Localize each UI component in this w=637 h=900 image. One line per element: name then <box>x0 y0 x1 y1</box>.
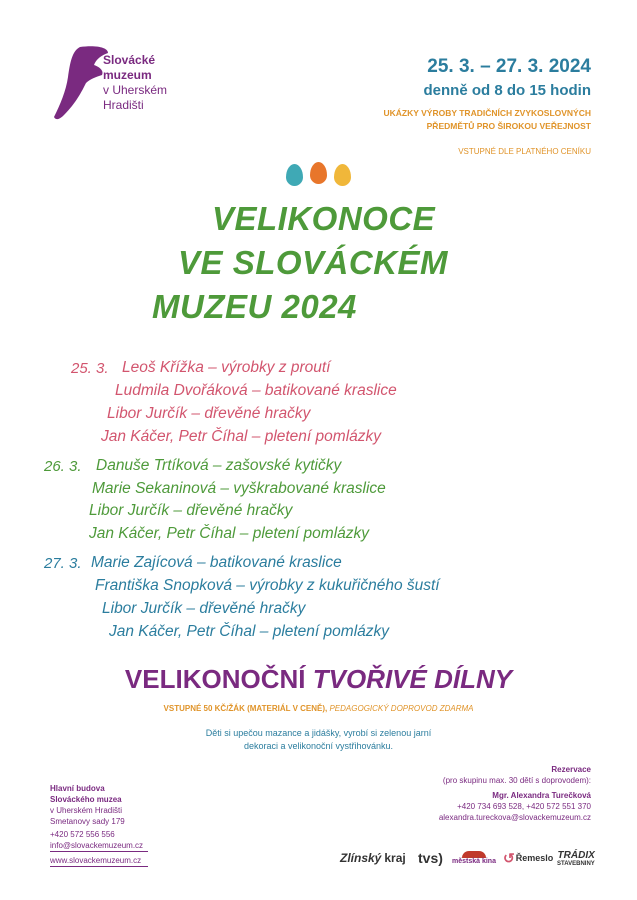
museum-phone: +420 572 556 556 <box>50 830 115 839</box>
address-line3: v Uherském Hradišti <box>50 806 123 815</box>
reservation-email[interactable]: alexandra.tureckova@slovackemuzeum.cz <box>438 813 591 822</box>
sponsor-kino-text: městská kina <box>452 858 496 865</box>
egg-orange-icon <box>310 162 327 184</box>
reservation-phones: +420 734 693 528, +420 572 551 370 <box>457 802 591 811</box>
demo-description-line2: PŘEDMĚTŮ PRO ŠIROKOU VEŘEJNOST <box>426 121 591 131</box>
entry-fee-note: VSTUPNÉ DLE PLATNÉHO CENÍKU <box>458 147 591 156</box>
program-item: Danuše Trtíková – zašovské kytičky <box>96 457 342 474</box>
program-day-1: 25. 3. <box>71 360 109 377</box>
title-line2: VE SLOVÁCKÉM <box>178 244 449 281</box>
egg-teal-icon <box>286 164 303 186</box>
sponsor-remeslo-logo <box>503 846 553 870</box>
sponsor-remeslo-text: Řemeslo <box>515 853 554 863</box>
logo-name-line4: Hradišti <box>103 98 144 112</box>
program-item: Jan Káčer, Petr Číhal – pletení pomlázky <box>109 623 390 640</box>
event-hours: denně od 8 do 15 hodin <box>423 82 591 99</box>
demo-description-line1: UKÁZKY VÝROBY TRADIČNÍCH ZVYKOSLOVNÝCH <box>383 108 591 118</box>
logo-name-line2: muzeum <box>103 68 152 82</box>
workshop-title-plain: VELIKONOČNÍ <box>124 664 313 694</box>
logo-name-line3: v Uherském <box>103 83 168 97</box>
sponsor-zlinsky-kraj-logo <box>340 846 406 870</box>
program-item: Libor Jurčík – dřevěné hračky <box>102 600 306 617</box>
title-line1: VELIKONOCE <box>212 200 436 237</box>
program-item: Marie Zajícová – batikované kraslice <box>91 554 342 571</box>
sponsor-tradix-sub: STAVEBNINY <box>557 860 595 867</box>
address-line4: Smetanovy sady 179 <box>50 817 125 826</box>
workshop-description-line2: dekoraci a velikonoční vystřihovánku. <box>243 741 394 751</box>
reservation-subtitle: (pro skupinu max. 30 dětí s doprovodem): <box>442 776 591 785</box>
workshop-entry-extra: PEDAGOGICKÝ DOPROVOD ZDARMA <box>327 704 474 713</box>
kino-arc-icon <box>462 851 486 858</box>
program-item: Františka Snopková – výrobky z kukuřičného šustí <box>95 577 440 594</box>
egg-yellow-icon <box>334 164 351 186</box>
logo-name-line1: Slovácké <box>103 53 156 67</box>
program-item: Jan Káčer, Petr Číhal – pletení pomlázky <box>101 428 382 445</box>
program-item: Leoš Křížka – výrobky z proutí <box>122 359 331 376</box>
sponsor-tradix-text: TRÁDIX <box>557 849 595 861</box>
sponsor-kraj-text: kraj <box>384 851 406 865</box>
reservation-contact-name: Mgr. Alexandra Turečková <box>492 791 591 800</box>
reservation-title: Rezervace <box>551 765 591 774</box>
museum-website[interactable]: www.slovackemuzeum.cz <box>50 856 142 865</box>
remeslo-swirl-icon: ↺ <box>503 849 515 866</box>
footer-divider <box>50 851 148 852</box>
footer-divider <box>50 866 148 867</box>
program-item: Libor Jurčík – dřevěné hračky <box>107 405 311 422</box>
address-line2: Slováckého muzea <box>50 795 122 804</box>
program-item: Marie Sekaninová – vyškrabované kraslice <box>92 480 386 497</box>
museum-logo-mark <box>50 45 110 123</box>
workshop-entry-price: VSTUPNÉ 50 KČ/ŽÁK (MATERIÁL V CENĚ), <box>163 704 328 713</box>
program-item: Jan Káčer, Petr Číhal – pletení pomlázky <box>89 525 370 542</box>
workshop-title <box>0 664 637 695</box>
program-day-3: 27. 3. <box>44 555 82 572</box>
program-day-2: 26. 3. <box>44 458 82 475</box>
event-dates: 25. 3. – 27. 3. 2024 <box>427 56 591 77</box>
program-item: Ludmila Dvořáková – batikované kraslice <box>115 382 397 399</box>
title-line3: MUZEU 2024 <box>152 288 357 325</box>
workshop-title-italic: TVOŘIVÉ DÍLNY <box>312 664 513 694</box>
sponsor-mestska-kina-logo <box>452 846 496 870</box>
address-line1: Hlavní budova <box>50 784 105 793</box>
program-item: Libor Jurčík – dřevěné hračky <box>89 502 293 519</box>
museum-email[interactable]: info@slovackemuzeum.cz <box>50 841 144 850</box>
sponsor-tradix-logo <box>557 846 595 870</box>
workshop-description-line1: Děti si upečou mazance a jidášky, vyrobí si zelenou jarní <box>205 728 432 738</box>
workshop-entry-fee <box>0 704 637 713</box>
sponsor-tvs-logo: tvs) <box>418 850 443 866</box>
sponsor-zlin-text: Zlínský <box>340 851 382 865</box>
